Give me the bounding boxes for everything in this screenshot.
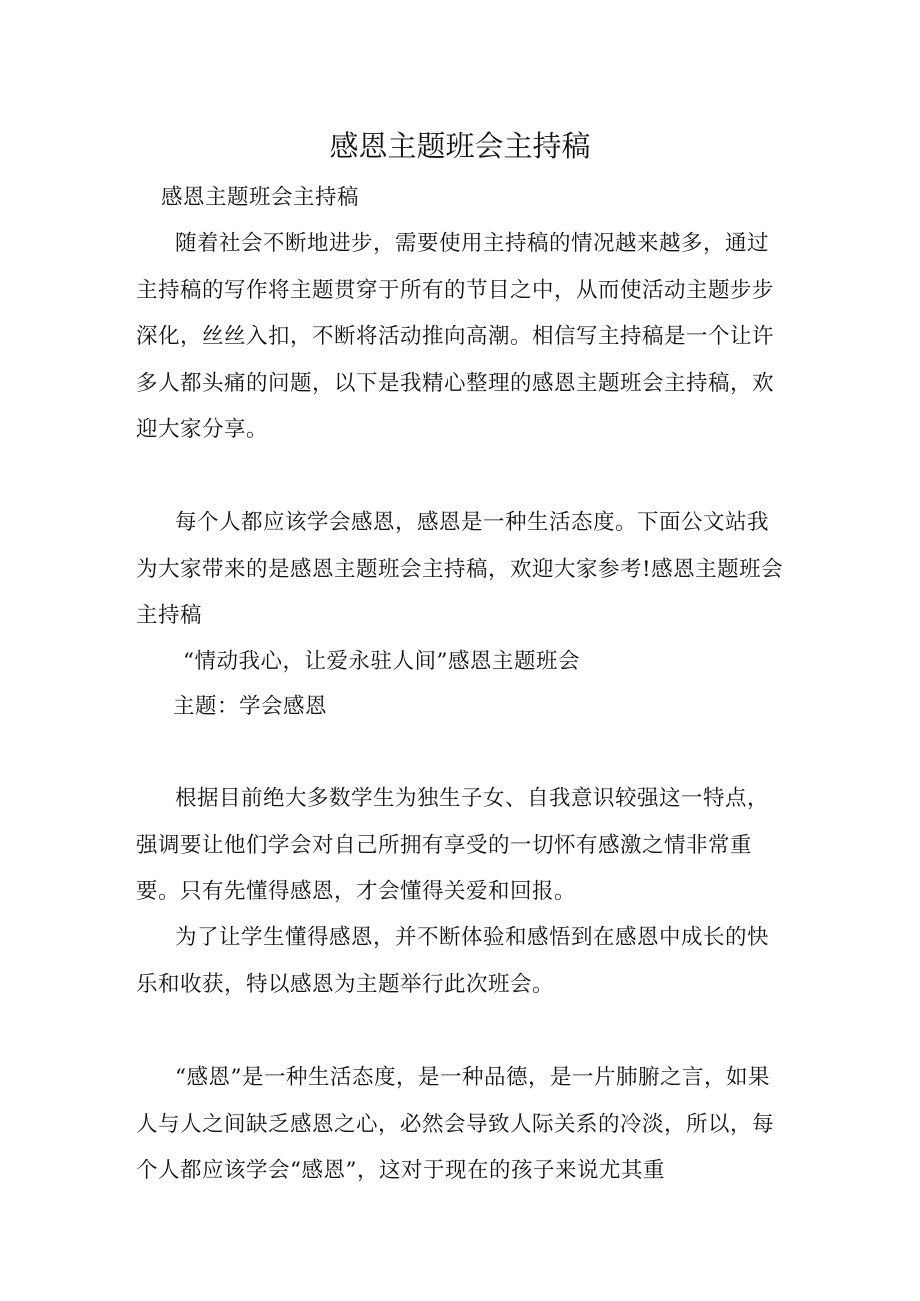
paragraph-lead: 每个人都应该学会感恩，感恩是一种生活态度。下面公文站我为大家带来的是感恩主题班会主持稿，欢迎大家参考!感恩主题班会主持稿	[136, 510, 784, 628]
event-name: “情动我心，让爱永驻人间”感恩主题班会	[183, 649, 580, 674]
paragraph-purpose: 为了让学生懂得感恩，并不断体验和感悟到在感恩中成长的快乐和收获，特以感恩为主题举行此次班会。	[136, 925, 770, 997]
document-title: 感恩主题班会主持稿	[329, 129, 591, 163]
theme-line: 主题：学会感恩	[173, 694, 328, 719]
subtitle: 感恩主题班会主持稿	[161, 185, 360, 210]
paragraph-meaning: “感恩”是一种生活态度，是一种品德，是一片肺腑之言，如果人与人之间缺乏感恩之心，必然会导致人际关系的冷淡，所以，每个人都应该学会“感恩”，这对于现在的孩子来说尤其重	[136, 1065, 775, 1183]
paragraph-intro: 随着社会不断地进步，需要使用主持稿的情况越来越多，通过主持稿的写作将主题贯穿于所有的节目之中，从而使活动主题步步深化，丝丝入扣，不断将活动推向高潮。相信写主持稿是一个让许多人都头痛的问题，以下是我精心整理的感恩主题班会主持稿，欢迎大家分享。	[136, 231, 775, 442]
paragraph-background: 根据目前绝大多数学生为独生子女、自我意识较强这一特点，强调要让他们学会对自己所拥有享受的一切怀有感激之情非常重要。只有先懂得感恩，才会懂得关爱和回报。	[136, 786, 770, 904]
